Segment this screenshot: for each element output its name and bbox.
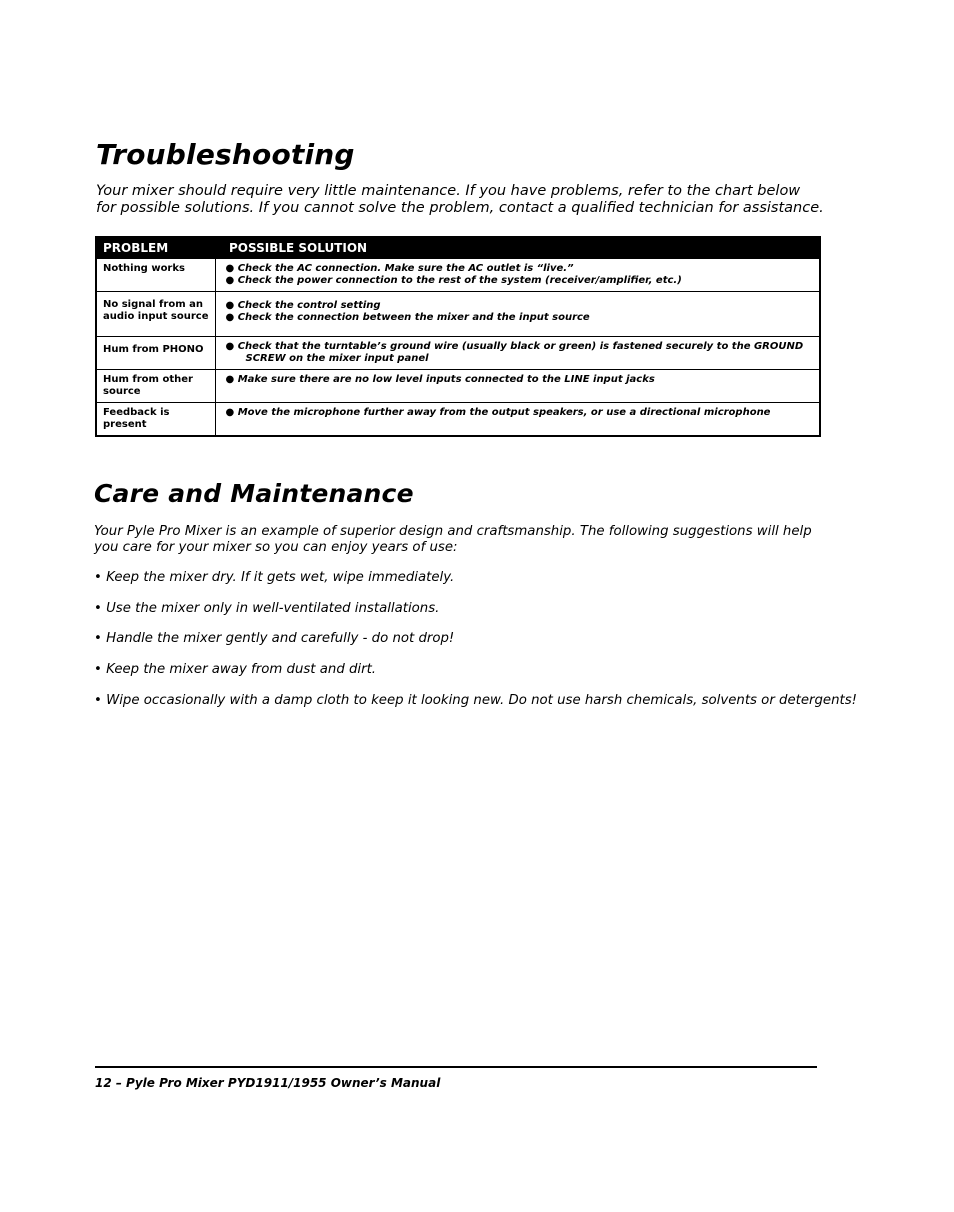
footer-text: 12 – Pyle Pro Mixer PYD1911/1955 Owner’s Manual	[95, 1076, 441, 1090]
problem-cell: Feedback is present	[96, 403, 215, 437]
solution-line: ● Move the microphone further away from the output speakers, or use a directional microphone	[225, 407, 771, 418]
troubleshooting-intro-line1: Your mixer should require very little maintenance. If you have problems, refer to the chart below	[96, 183, 801, 199]
troubleshooting-title: Troubleshooting	[96, 138, 355, 171]
solution-line: SCREW on the mixer input panel	[245, 353, 429, 364]
solution-line: ● Check the AC connection. Make sure the AC outlet is “live.”	[225, 263, 574, 274]
solution-cell	[215, 370, 820, 403]
problem-cell: Hum from other source	[96, 370, 215, 403]
solution-line: ● Check that the turntable’s ground wire (usually black or green) is fastened securely to the GROUND	[225, 341, 804, 352]
solution-line: ● Check the power connection to the rest of the system (receiver/amplifier, etc.)	[225, 275, 682, 286]
care-intro-line2: you care for your mixer so you can enjoy years of use:	[94, 539, 458, 555]
table-header-row	[96, 237, 820, 259]
table-row	[96, 337, 820, 370]
table-row	[96, 292, 820, 337]
care-bullet: • Wipe occasionally with a damp cloth to keep it looking new. Do not use harsh chemicals, solvents or detergents!	[94, 693, 858, 708]
column-header-solution: POSSIBLE SOLUTION	[215, 237, 820, 259]
table-row	[96, 370, 820, 403]
solution-line: ● Check the connection between the mixer and the input source	[225, 312, 590, 323]
solution-line: ● Make sure there are no low level inputs connected to the LINE input jacks	[225, 374, 655, 385]
troubleshooting-intro	[96, 183, 836, 217]
care-bullet: • Handle the mixer gently and carefully - do not drop!	[94, 631, 455, 646]
solution-cell	[215, 292, 820, 337]
column-header-problem: PROBLEM	[96, 237, 215, 259]
care-bullet: • Keep the mixer dry. If it gets wet, wipe immediately.	[94, 570, 455, 585]
care-intro-line1: Your Pyle Pro Mixer is an example of superior design and craftsmanship. The following suggestions will help	[94, 524, 812, 539]
table-row	[96, 403, 820, 437]
problem-cell: Nothing works	[96, 259, 215, 292]
care-title: Care and Maintenance	[94, 479, 414, 508]
solution-line: ● Check the control setting	[225, 300, 381, 311]
troubleshooting-intro-line2: for possible solutions. If you cannot solve the problem, contact a qualified technician for assistance.	[96, 200, 824, 216]
care-intro	[94, 524, 834, 555]
solution-cell	[215, 259, 820, 292]
solution-cell	[215, 403, 820, 437]
footer-rule	[95, 1066, 817, 1068]
solution-cell	[215, 337, 820, 370]
problem-cell: No signal from an audio input source	[96, 292, 215, 337]
problem-cell: Hum from PHONO	[96, 337, 215, 370]
care-bullet: • Keep the mixer away from dust and dirt.	[94, 662, 377, 677]
table-row	[96, 259, 820, 292]
troubleshooting-table	[95, 236, 821, 437]
care-bullet: • Use the mixer only in well-ventilated installations.	[94, 601, 440, 616]
